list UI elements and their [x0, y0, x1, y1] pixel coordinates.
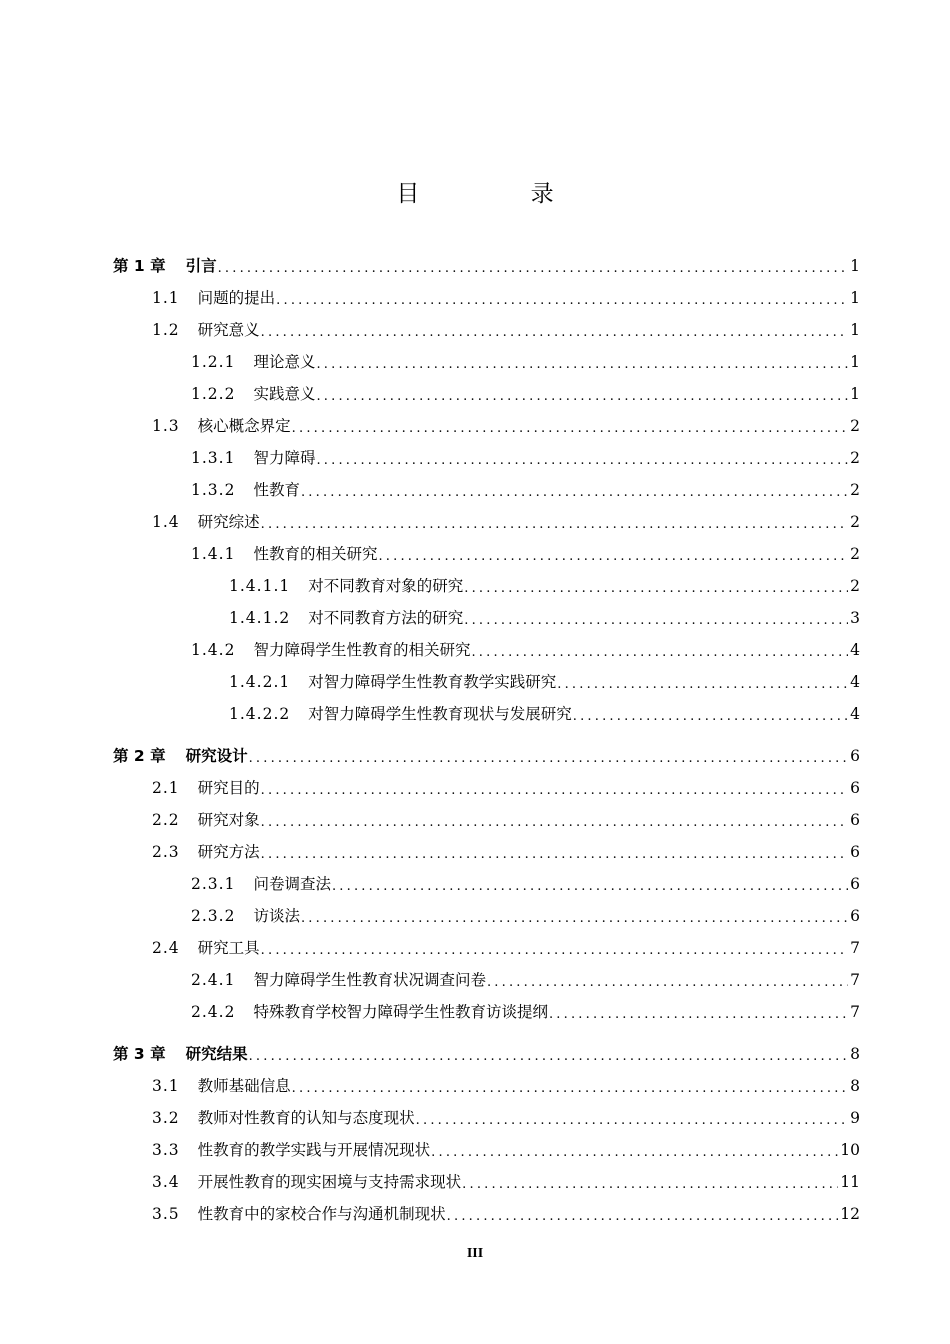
- toc-chapter-entry[interactable]: [113, 738, 860, 766]
- toc-section-entry[interactable]: [152, 802, 860, 830]
- toc-entry-page: 7: [850, 1003, 860, 1021]
- toc-entry-number: 1.2.1: [191, 353, 236, 371]
- toc-entry-number: 3.5: [152, 1205, 180, 1223]
- toc-entry-label: 理论意义: [253, 353, 316, 371]
- toc-entry-label: 对智力障碍学生性教育现状与发展研究: [308, 705, 572, 723]
- toc-entry-number: 3.3: [152, 1141, 180, 1159]
- toc-dot-leader: [292, 416, 848, 436]
- toc-entry-number: 第 2 章: [113, 747, 166, 765]
- toc-entry-page: 4: [850, 641, 860, 659]
- toc-entry-page: 6: [850, 875, 860, 893]
- toc-section-entry[interactable]: [191, 632, 860, 660]
- toc-chapter-entry[interactable]: [113, 248, 860, 276]
- toc-section-entry[interactable]: [191, 898, 860, 926]
- toc-entry-label: 智力障碍学生性教育的相关研究: [253, 641, 471, 659]
- toc-entry-number: 2.3.2: [191, 907, 236, 925]
- toc-section-entry[interactable]: [229, 600, 860, 628]
- toc-section-entry[interactable]: [229, 664, 860, 692]
- toc-entry-label: 对不同教育对象的研究: [308, 577, 464, 595]
- toc-entry-number: 1.4.2.1: [229, 673, 291, 691]
- toc-dot-leader: [416, 1108, 848, 1128]
- toc-dot-leader: [557, 672, 848, 692]
- toc-section-entry[interactable]: [152, 1164, 860, 1192]
- toc-entry-label: 问题的提出: [197, 289, 276, 307]
- toc-entry-page: 6: [850, 907, 860, 925]
- toc-dot-leader: [301, 906, 848, 926]
- toc-dot-leader: [249, 1044, 848, 1064]
- toc-entry-page: 1: [850, 257, 860, 275]
- toc-entry-label: 研究工具: [197, 939, 260, 957]
- toc-entry-page: 7: [850, 939, 860, 957]
- toc-entry-number: 2.3: [152, 843, 180, 861]
- toc-entry-page: 2: [850, 481, 860, 499]
- toc-dot-leader: [261, 512, 848, 532]
- toc-dot-leader: [431, 1140, 838, 1160]
- toc-dot-leader: [218, 256, 848, 276]
- toc-dot-leader: [378, 544, 848, 564]
- toc-entry-page: 12: [840, 1205, 860, 1223]
- toc-entry-number: 2.2: [152, 811, 180, 829]
- toc-dot-leader: [464, 576, 848, 596]
- toc-entry-page: 6: [850, 747, 860, 765]
- toc-section-entry[interactable]: [229, 696, 860, 724]
- toc-entry-number: 2.4.2: [191, 1003, 236, 1021]
- toc-dot-leader: [447, 1204, 839, 1224]
- toc-dot-leader: [249, 746, 848, 766]
- toc-dot-leader: [464, 608, 848, 628]
- toc-entry-label: 引言: [185, 257, 217, 275]
- toc-entry-page: 7: [850, 971, 860, 989]
- toc-entry-number: 2.4.1: [191, 971, 236, 989]
- toc-entry-number: 3.1: [152, 1077, 180, 1095]
- toc-dot-leader: [261, 810, 848, 830]
- toc-entry-number: 1.4.1.1: [229, 577, 291, 595]
- toc-entry-number: 1.4.1.2: [229, 609, 291, 627]
- toc-section-entry[interactable]: [191, 376, 860, 404]
- toc-entry-page: 4: [850, 705, 860, 723]
- toc-entry-page: 6: [850, 779, 860, 797]
- toc-dot-leader: [316, 384, 848, 404]
- toc-entry-number: 1.2: [152, 321, 180, 339]
- toc-entry-label: 核心概念界定: [197, 417, 291, 435]
- toc-entry-number: 1.4: [152, 513, 180, 531]
- toc-entry-label: 对不同教育方法的研究: [308, 609, 464, 627]
- toc-entry-label: 教师基础信息: [197, 1077, 291, 1095]
- toc-section-entry[interactable]: [191, 994, 860, 1022]
- toc-entry-number: 1.2.2: [191, 385, 236, 403]
- toc-dot-leader: [301, 480, 848, 500]
- toc-dot-leader: [332, 874, 848, 894]
- page-number: III: [466, 1246, 484, 1261]
- toc-entry-page: 2: [850, 545, 860, 563]
- toc-dot-leader: [261, 778, 848, 798]
- toc-entry-label: 教师对性教育的认知与态度现状: [197, 1109, 415, 1127]
- toc-entry-label: 研究方法: [197, 843, 260, 861]
- toc-dot-leader: [261, 320, 848, 340]
- toc-section-entry[interactable]: [191, 866, 860, 894]
- toc-entry-page: 2: [850, 513, 860, 531]
- toc-entry-page: 2: [850, 449, 860, 467]
- toc-dot-leader: [292, 1076, 848, 1096]
- toc-entry-number: 3.4: [152, 1173, 180, 1191]
- toc-section-entry[interactable]: [152, 408, 860, 436]
- toc-dot-leader: [276, 288, 848, 308]
- toc-entry-number: 1.4.2.2: [229, 705, 291, 723]
- toc-section-entry[interactable]: [229, 568, 860, 596]
- toc-entry-page: 6: [850, 843, 860, 861]
- toc-entry-label: 智力障碍: [253, 449, 316, 467]
- toc-section-entry[interactable]: [191, 962, 860, 990]
- toc-section-entry[interactable]: [152, 834, 860, 862]
- toc-entry-number: 第 3 章: [113, 1045, 166, 1063]
- toc-entry-number: 1.1: [152, 289, 180, 307]
- toc-section-entry[interactable]: [191, 440, 860, 468]
- toc-entry-label: 研究目的: [197, 779, 260, 797]
- toc-entry-page: 2: [850, 417, 860, 435]
- toc-dot-leader: [261, 938, 848, 958]
- toc-entry-page: 1: [850, 321, 860, 339]
- toc-entry-number: 2.3.1: [191, 875, 236, 893]
- toc-dot-leader: [462, 1172, 838, 1192]
- toc-entry-label: 研究结果: [185, 1045, 248, 1063]
- toc-entry-number: 2.4: [152, 939, 180, 957]
- toc-entry-page: 1: [850, 385, 860, 403]
- toc-entry-label: 性教育: [253, 481, 300, 499]
- toc-entry-label: 对智力障碍学生性教育教学实践研究: [308, 673, 557, 691]
- toc-entry-label: 性教育的相关研究: [253, 545, 378, 563]
- toc-entry-page: 4: [850, 673, 860, 691]
- toc-section-entry[interactable]: [191, 344, 860, 372]
- toc-section-entry[interactable]: [152, 280, 860, 308]
- toc-entry-label: 访谈法: [253, 907, 300, 925]
- toc-entry-label: 研究综述: [197, 513, 260, 531]
- toc-section-entry[interactable]: [152, 312, 860, 340]
- toc-entry-page: 6: [850, 811, 860, 829]
- toc-dot-leader: [471, 640, 848, 660]
- toc-entry-label: 开展性教育的现实困境与支持需求现状: [197, 1173, 462, 1191]
- toc-section-entry[interactable]: [152, 1196, 860, 1224]
- toc-section-entry[interactable]: [152, 1132, 860, 1160]
- toc-dot-leader: [316, 448, 848, 468]
- toc-entry-page: 8: [850, 1077, 860, 1095]
- toc-dot-leader: [573, 704, 848, 724]
- toc-section-entry[interactable]: [152, 504, 860, 532]
- toc-entry-number: 1.3: [152, 417, 180, 435]
- toc-entry-label: 性教育的教学实践与开展情况现状: [197, 1141, 431, 1159]
- toc-chapter-entry[interactable]: [113, 1036, 860, 1064]
- toc-entry-label: 研究意义: [197, 321, 260, 339]
- toc-entry-label: 研究对象: [197, 811, 260, 829]
- toc-entry-label: 性教育中的家校合作与沟通机制现状: [197, 1205, 446, 1223]
- toc-entry-number: 1.4.1: [191, 545, 236, 563]
- toc-entry-page: 11: [840, 1173, 860, 1191]
- toc-entry-label: 研究设计: [185, 747, 248, 765]
- toc-dot-leader: [487, 970, 848, 990]
- toc-dot-leader: [316, 352, 848, 372]
- toc-entry-page: 8: [850, 1045, 860, 1063]
- toc-entry-number: 1.3.2: [191, 481, 236, 499]
- toc-entry-label: 实践意义: [253, 385, 316, 403]
- toc-entry-page: 1: [850, 353, 860, 371]
- toc-dot-leader: [549, 1002, 848, 1022]
- toc-entry-label: 特殊教育学校智力障碍学生性教育访谈提纲: [253, 1003, 548, 1021]
- toc-entry-page: 9: [850, 1109, 860, 1127]
- toc-entry-page: 1: [850, 289, 860, 307]
- toc-dot-leader: [261, 842, 848, 862]
- toc-entry-label: 问卷调查法: [253, 875, 331, 893]
- toc-section-entry[interactable]: [152, 1100, 860, 1128]
- toc-entry-label: 智力障碍学生性教育状况调查问卷: [253, 971, 486, 989]
- toc-entry-number: 第 1 章: [113, 257, 166, 275]
- toc-section-entry[interactable]: [152, 1068, 860, 1096]
- page-title: 目 录: [396, 181, 606, 207]
- toc-section-entry[interactable]: [152, 770, 860, 798]
- toc-entry-number: 1.4.2: [191, 641, 236, 659]
- toc-entry-number: 1.3.1: [191, 449, 236, 467]
- toc-entry-page: 3: [850, 609, 860, 627]
- toc-entry-number: 2.1: [152, 779, 180, 797]
- toc-section-entry[interactable]: [191, 472, 860, 500]
- toc-entry-number: 3.2: [152, 1109, 180, 1127]
- toc-entry-page: 10: [840, 1141, 860, 1159]
- toc-section-entry[interactable]: [152, 930, 860, 958]
- toc-entry-page: 2: [850, 577, 860, 595]
- toc-section-entry[interactable]: [191, 536, 860, 564]
